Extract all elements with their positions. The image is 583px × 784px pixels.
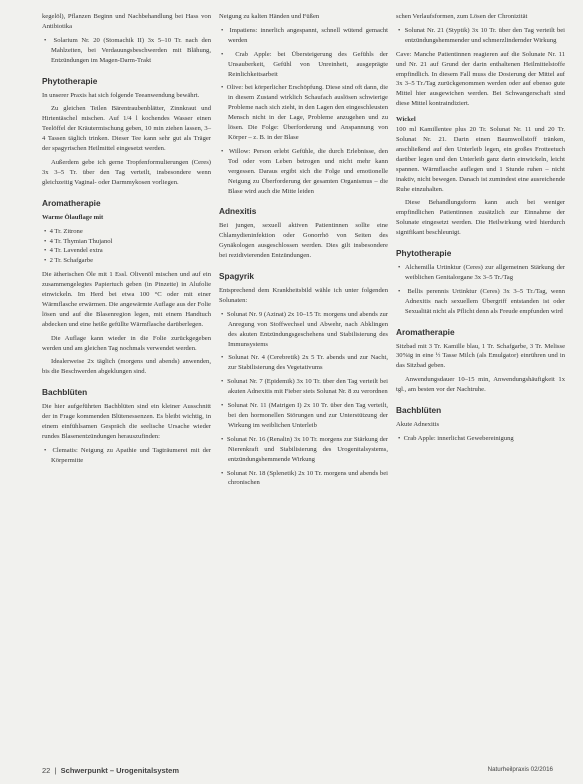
bullet-item: • Olive: bei körperlicher Erschöpfung. Diese sind oft dann, die in diesem Zustand wirklich Schaufach auslösen schwierige Probleme nach sich zieht, in den Lagen den eingeschleusten Mensch nicht in der Lage, Probleme anzugehen und zu lösen. Die Folge: Überforderung und Anspannung von Körper – z. B. in der Blase bbox=[219, 83, 388, 142]
section-heading-bachblueten: Bachblüten bbox=[42, 387, 88, 398]
section-heading-phytotherapie: Phytotherapie bbox=[396, 248, 452, 259]
section-heading-aromatherapie: Aromatherapie bbox=[42, 197, 101, 208]
section-heading-spagyrik: Spagyrik bbox=[219, 271, 255, 282]
column-2 bbox=[219, 12, 388, 492]
bullet-item: • Solarium Nr. 20 (Stomachik II) 3x 5–10 Tr. nach den Mahlzeiten, bei Verdauungsbeschwerden mit Blähung, Entzündungen im Magen-Darm-Trakt bbox=[42, 36, 211, 66]
oil-list-item: • 4 Tr. Zitrone bbox=[42, 227, 211, 237]
paragraph: Anwendungsdauer 10–15 min, Anwendungshäufigkeit 1x tgl., am besten vor der Nachtruhe. bbox=[396, 376, 565, 394]
bullet-item: • Impatiens: innerlich angespannt, schnell wütend gemacht werden bbox=[219, 26, 388, 46]
section-heading-aromatherapie: Aromatherapie bbox=[396, 326, 455, 337]
paragraph: Sitzbad mit 3 Tr. Kamille blau, 1 Tr. Schafgarbe, 3 Tr. Melisse 30%ig in eine ½ Tasse Milch (als Emulgator) einrühren und in das Sitzbad geben. bbox=[396, 342, 565, 370]
oil-list-item: • 4 Tr. Thymian Thujanol bbox=[42, 237, 211, 247]
paragraph: Die hier aufgeführten Bachblüten sind ein kleiner Ausschnitt der in Frage kommenden Blütenessenzen. Es bleibt wichtig, in einem einfühlsamen Gespräch die seelische Ursache wieder rundes Blasenentzündungen herauszufinden: bbox=[42, 403, 211, 440]
paragraph: In unserer Praxis hat sich folgende Teeanwendung bewährt. bbox=[42, 91, 200, 99]
paragraph: Die ätherischen Öle mit 1 Essl. Olivenöl mischen und auf ein zusammengelegtes Papiertuch geben (in Pinzette) in Alufolie einwickeln. Im Herd bei etwa 100 °C oder mit einer Wärmflasche erwärmen. Die angewärmte Auflage aus der Folie lösen und auf die Blasenregion legen, mit einem Handtuch abdecken und eine heiße gefüllte Wärmflasche darüberlegen. bbox=[42, 271, 211, 328]
bullet-item: • Solunat Nr. 9 (Azinat) 2x 10–15 Tr. morgens und abends zur Anregung von Stoffwechsel und Abwehr, nach Abklingen des akuten Entzündungsgeschehens und Stabilisierung des Immunsystems bbox=[219, 310, 388, 350]
paragraph: kegelöl), Pflanzen Beginn und Nachbehandlung bei Hass von Antibiotika bbox=[42, 13, 211, 30]
bullet-item: • Crab Apple: bei Übersteigerung des Gefühls der Unsauberkeit, Gefühl von Unreinheit, ausgeprägte Reinlichkeitsarbeit bbox=[219, 50, 388, 80]
journal-issue: Naturheilpraxis 02/2016 bbox=[487, 766, 553, 773]
bullet-item: • Solunat Nr. 7 (Epidemik) 3x 10 Tr. über den Tag verteilt bei akuten Adnexitis mit Fieber stets Solunat Nr. 8 zu verordnen bbox=[219, 377, 388, 397]
page-footer bbox=[42, 766, 553, 778]
section-heading-bachblueten: Bachblüten bbox=[396, 405, 442, 416]
bullet-item: • Crab Apple: innerlichst Gewebereinigung bbox=[396, 434, 565, 444]
section-heading-adnexitis: Adnexitis bbox=[219, 206, 257, 217]
footer-divider: | bbox=[52, 766, 59, 775]
page-number: 22 bbox=[42, 766, 51, 775]
subheading: Akute Adnexitis bbox=[396, 421, 440, 429]
column-3 bbox=[396, 12, 565, 448]
paragraph: Außerdem gebe ich gerne Tropfenformulierungen (Ceres) 3x 3–5 Tr. über den Tag verteilt, insbesondere wenn gleichzeitig Vaginal- oder Darmmykosen vorliegen. bbox=[42, 158, 211, 186]
bullet-item: • Clematis: Neigung zu Apathie und Tagträumerei mit der Körpermitte bbox=[42, 446, 211, 466]
bullet-item: • Alchemilla Urtinktur (Ceres) zur allgemeinen Stärkung der weiblichen Genitalorgane 3x 3–5 Tr./Tag bbox=[396, 263, 565, 283]
oil-list-item: • 4 Tr. Lavendel extra bbox=[42, 246, 211, 256]
bullet-item: • Solunat Nr. 18 (Splenetik) 2x 10 Tr. morgens und abends bei chronischen bbox=[219, 469, 388, 489]
paragraph: Idealerweise 2x täglich (morgens und abends) anwenden, bis die Beschwerden abgeklungen sind. bbox=[42, 358, 211, 376]
paragraph: Neigung zu kalten Händen und Füßen bbox=[219, 13, 320, 20]
oil-list-item: • 2 Tr. Schafgarbe bbox=[42, 256, 211, 266]
paragraph: 100 ml Kamillentee plus 20 Tr. Solunat Nr. 11 und 20 Tr. Solunat Nr. 21. Darin einen Baumwollstoff tränken, anschließend auf den Unterleib legen, ein großes Frotteetuch darüber legen und den Unterleib ganz darin einwickeln, leicht spannen. Wärmflasche auflegen und 1 Stunde ruhen – nicht inaktiv, nicht bewegen. Danach ist zumindest eine ausreichende Ruhe einzuhalten. bbox=[396, 126, 565, 193]
paragraph: Bei jungen, sexuell aktiven Patientinnen sollte eine Chlamydieninfektion oder Gonorrhö von Seiten des Gynäkologen ausgeschlossen werden. Dies gilt insbesondere bei rezidivierenden Entzündungen. bbox=[219, 222, 388, 260]
paragraph: Diese Behandlungsform kann auch bei weniger empfindlichen Patientinnen zusätzlich zur Einnahme der Solunate eingesetzt werden. Die Heilwirkung wird hierdurch signifikant beschleunigt. bbox=[396, 199, 565, 237]
column-1 bbox=[42, 12, 211, 470]
subheading: Warme Ölauflage mit bbox=[42, 213, 104, 221]
bullet-item: • Solunat Nr. 21 (Styptik) 3x 10 Tr. über den Tag verteilt bei entzündungshemmender und schmerzlindernder Wirkung bbox=[396, 26, 565, 46]
paragraph: schen Verlaufsformen, zum Lösen der Chronizität bbox=[396, 13, 528, 20]
paragraph: Cave: Manche Patientinnen reagieren auf die Solunate Nr. 11 und Nr. 21 auf Grund der darin enthaltenen Heilmittelstoffe empfindlich. In diesem Fall muss die Dosierung der Mittel auf 3x 3–5 Tr./Tag zurückgenommen werden oder auf ebenso gute Mittel hier ausgewichen werden. Bei Schwangerschaft sind diese Mittel kontraindiziert. bbox=[396, 50, 565, 108]
bullet-item: • Willow: Person erlebt Gefühle, die durch Erlebnisse, den Tod oder vom Leben betrogen und nicht mehr kann vergessen. Daraus ergibt sich die Folge und emotionelle Neigung zu Überforderung der gesamten Organismus – die Blase wird auch die Mitte leiden bbox=[219, 147, 388, 197]
section-heading-phytotherapie: Phytotherapie bbox=[42, 75, 98, 86]
bullet-item: • Bellis perennis Urtinktur (Ceres) 3x 3–5 Tr./Tag, wenn Adnexitis nach sexuellem Übergriff entstanden ist oder Sexualität nicht als Pflicht denn als Freude empfunden wird bbox=[396, 287, 565, 317]
bullet-item: • Solunat Nr. 11 (Matrigen I) 2x 10 Tr. über den Tag verteilt, bei den hormonellen Störungen und zur Unterstützung der Wirkung im weiblichen Unterleib bbox=[219, 401, 388, 431]
bullet-item: • Solunat Nr. 4 (Cerebretik) 2x 5 Tr. abends und zur Nacht, zur Stabilisierung des Vegetativums bbox=[219, 353, 388, 373]
section-label: Schwerpunkt – Urogenitalsystem bbox=[60, 766, 180, 775]
paragraph: Entsprechend dem Krankheitsbild wähle ich unter folgenden Solunaten: bbox=[219, 287, 388, 304]
subheading: Wickel bbox=[396, 116, 416, 124]
bullet-item: • Solunat Nr. 16 (Renalin) 3x 10 Tr. morgens zur Stärkung der Nierenkraft und Stabilisierung des Urogenitalsystems, entzündungshemmende Wirkung bbox=[219, 435, 388, 465]
paragraph: Zu gleichen Teilen Bärentraubenblätter, Zinnkraut und Hirtentäschel mischen. Auf 1/4 l kochendes Wasser einen Teelöffel der Kräutermischung geben, 10 min ziehen lassen, 3–4 Tassen täglich trinken. Dieser Tee kann sehr gut als Träger der spagyrischen Heilmittel eingesetzt werden. bbox=[42, 105, 211, 153]
paragraph: Die Auflage kann wieder in die Folie zurückgegeben werden und am gleichen Tag nochmals verwendet werden. bbox=[42, 334, 211, 352]
